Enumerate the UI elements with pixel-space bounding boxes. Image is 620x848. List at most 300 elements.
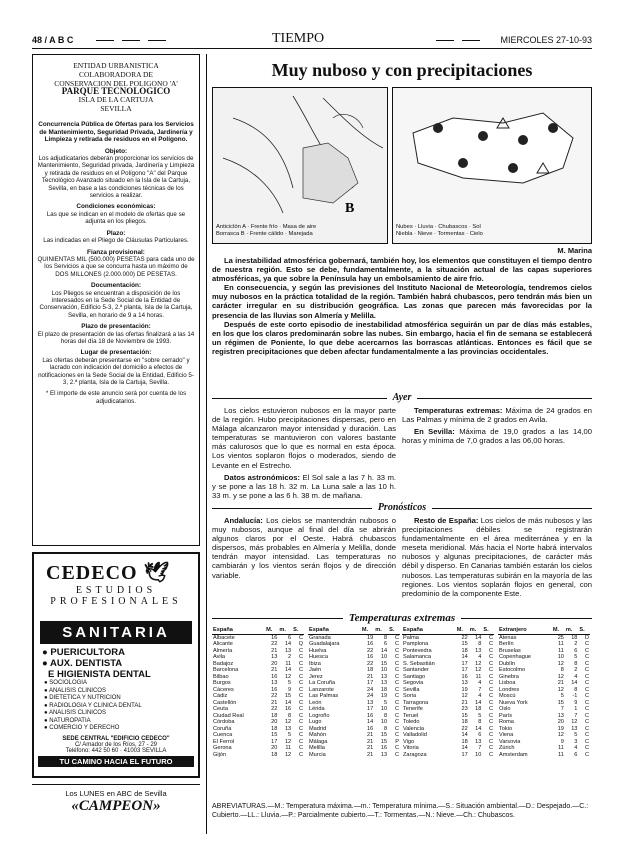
city-name: Guadalajara xyxy=(309,641,340,647)
city-name: Jerez xyxy=(309,673,323,680)
temp-value: 21 xyxy=(367,738,374,745)
city-name: París xyxy=(499,712,513,719)
map1-legend: Anticiclón A · Frente frío · Masa de aire Borrasca B · Frente cálido · Marejada xyxy=(216,224,317,237)
temp-value: C xyxy=(394,751,399,758)
temp-value: C xyxy=(394,699,399,706)
temp-value: 12 xyxy=(475,660,482,667)
bird-icon: 🕊 xyxy=(143,562,170,584)
city-name: Jaén xyxy=(309,667,322,673)
temp-value: 4 xyxy=(478,680,482,686)
temp-value: 12 xyxy=(284,738,292,745)
temp-value: 13 xyxy=(475,738,482,745)
cedeco-phone: Teléfono: 442 50 60 · 41003 SEVILLA xyxy=(65,747,167,754)
temp-value: 14 xyxy=(284,641,292,647)
city-name: Lanzarote xyxy=(309,686,334,693)
city-name: Vigo xyxy=(403,738,415,745)
temp-value: 14 xyxy=(461,745,468,751)
temp-value: 18 xyxy=(461,719,468,725)
temps-col-header: m. xyxy=(565,627,579,634)
city-name: Berlín xyxy=(499,641,514,647)
temp-value: 12 xyxy=(557,686,564,693)
city-name: Cuenca xyxy=(213,732,233,738)
pron-col-right xyxy=(402,516,592,598)
temp-value: 5 xyxy=(574,732,578,738)
article-p2: En consecuencia, y según las previsiones del Instituto Nacional de Meteorología, tendremos cielos muy nubosos en la práctica totalidad de la región. También habrá chubascos, pero tendrán más bien un carácter irregular en su distribución geográfica. Las zonas que parecen más favorecidas por la presencia de las lluvias son Almería y Melilla. xyxy=(212,283,592,320)
cedeco-address: C/ Amador de los Ríos, 27 - 29 xyxy=(74,741,158,748)
ayer-col-right xyxy=(402,406,592,445)
temp-value: 3 xyxy=(574,738,578,745)
temp-value: 15 xyxy=(380,660,388,667)
temp-value: C xyxy=(488,647,493,654)
ad-text-fianza: QUINIENTAS MIL (500.000) PESETAS para cada uno de los Servicios a que se concurra hasta un máximo de DOS MILLONES (2.000.000) DE PESETAS. xyxy=(37,255,195,278)
temp-value: C xyxy=(394,660,399,667)
temp-value: 21 xyxy=(367,751,374,758)
abbreviations: ABREVIATURAS.—M.: Temperatura máxima.—m.: Temperatura mínima.—S.: Situación ambiental.—D.: Despejado.—C.: Cubierto.—LL.: Lluvia.—P.: Parcialmente cubierto.—T.: Tormentas.—N.: Nieve.—Ch.: Chubascos. xyxy=(212,803,589,819)
city-name: Palma xyxy=(403,634,419,641)
city-name: Atenas xyxy=(499,634,517,641)
temp-value: 9 xyxy=(574,699,578,706)
temp-value: 9 xyxy=(560,738,564,745)
temp-value: C xyxy=(298,647,303,654)
ayer-heading xyxy=(212,392,592,404)
ad-park-name: PARQUE TECNOLOGICO xyxy=(61,86,171,96)
cedeco-small-3: ● DIETETICA Y NUTRICION xyxy=(44,695,121,701)
temp-value: C xyxy=(584,706,589,712)
city-name: Pontevedra xyxy=(403,647,432,654)
temp-value: 10 xyxy=(557,654,564,660)
temp-value: 5 xyxy=(288,732,292,738)
city-name: Salamanca xyxy=(403,654,431,660)
ad-heading-plazo: Plazo: xyxy=(106,229,126,237)
city-name: Cáceres xyxy=(213,686,234,693)
legend-lluvia: Lluvia xyxy=(417,224,434,230)
temp-value: C xyxy=(298,732,303,738)
city-name: Avila xyxy=(213,654,226,660)
temp-value: C xyxy=(488,751,493,758)
temp-value: C xyxy=(394,693,399,699)
temps-col-header: España xyxy=(402,627,456,634)
ad-heading-pres: Plazo de presentación: xyxy=(81,323,151,331)
temp-value: C xyxy=(394,647,399,654)
temp-value: 10 xyxy=(380,667,388,673)
page-date: MIERCOLES 27-10-93 xyxy=(500,35,592,45)
temp-value: C xyxy=(488,706,493,712)
cedeco-logo xyxy=(34,554,198,585)
page-number: 48 / A B C xyxy=(32,35,74,45)
temp-value: 22 xyxy=(367,647,374,654)
temp-value: 17 xyxy=(367,706,374,712)
cedeco-brand: CEDECO xyxy=(46,562,138,584)
city-name: Málaga xyxy=(309,738,328,745)
temps-table-1 xyxy=(212,627,304,758)
city-name: Tarragona xyxy=(403,699,429,706)
temp-value: 21 xyxy=(367,673,374,680)
temp-value: 17 xyxy=(461,660,468,667)
temp-value: C xyxy=(298,699,303,706)
ad-text-pres: El plazo de presentación de las ofertas finalizará a las 14 horas del día 18 de Noviembre de 1993. xyxy=(37,330,195,345)
city-name: Oslo xyxy=(499,706,511,712)
temp-value: 16 xyxy=(284,706,292,712)
page-header xyxy=(32,33,592,47)
temp-value: C xyxy=(394,634,399,641)
temp-value: 11 xyxy=(285,745,292,751)
legend-cielo: Cielo xyxy=(469,231,483,237)
legend-nubes: Nubes xyxy=(396,224,413,230)
city-name: Dublín xyxy=(499,660,516,667)
temp-value: C xyxy=(394,706,399,712)
temp-value: 13 xyxy=(284,647,292,654)
temp-value: C xyxy=(394,641,399,647)
legend-chubascos: Chubascos xyxy=(438,224,468,230)
city-name: Mahón xyxy=(309,732,327,738)
campeon-advertisement xyxy=(32,784,200,832)
temp-value: 7 xyxy=(574,712,578,719)
temp-value: 14 xyxy=(461,732,468,738)
temp-value: 22 xyxy=(367,660,374,667)
temp-value: 21 xyxy=(461,699,468,706)
city-name: Segovia xyxy=(403,680,424,686)
table-row xyxy=(308,634,400,641)
cedeco-small-4: ● RADIOLOGIA Y CLINICA DENTAL xyxy=(44,702,142,709)
temp-value: 20 xyxy=(271,660,278,667)
temps-table-area xyxy=(212,627,592,799)
ad-heading-cond: Condiciones económicas: xyxy=(76,203,156,211)
city-name: Huelva xyxy=(309,647,327,654)
ad-place-2: SEVILLA xyxy=(100,104,132,114)
temp-value: 20 xyxy=(557,719,564,725)
temp-value: 24 xyxy=(367,693,374,699)
article-p1: La inestabilidad atmosférica gobernará, también hoy, los elementos que constituyen el tiempo dentro de nuestra región. Esto se debe, fundamentalmente, a la situación actual de las capas superiores atmosféricas, ya que sobre la Península hay un embolsamiento de aire frío. xyxy=(212,256,592,284)
city-name: El Ferrol xyxy=(213,738,235,745)
column-divider xyxy=(206,54,207,834)
temps-col-header: S. xyxy=(578,627,590,634)
city-name: Gijón xyxy=(213,751,227,758)
temp-value: 12 xyxy=(557,732,564,738)
andalucia-text: Los cielos se mantendrán nubosos o muy nubosos, aunque al final del día se abrirán algunos claros por el Oeste. Habrá chubascos dispersos, más probables en Almería y Melilla, donde tendrán mayor intensidad. Las temperaturas no cambiarán y los vientos serán flojos y de dirección variable. xyxy=(212,516,396,580)
temp-value: 12 xyxy=(571,719,578,725)
temp-value: C xyxy=(298,738,303,745)
temp-value: 6 xyxy=(574,647,578,654)
temp-value: D xyxy=(584,634,589,641)
temps-col-header: M. xyxy=(552,627,565,634)
temp-value: 16 xyxy=(367,725,374,732)
pron-col-left xyxy=(212,516,396,580)
temp-value: C xyxy=(584,725,589,732)
temp-value: C xyxy=(488,667,493,673)
andalucia-map-graphic xyxy=(393,88,591,218)
temp-value: 13 xyxy=(380,673,388,680)
temp-value: 12 xyxy=(284,719,292,725)
temp-value: C xyxy=(488,686,493,693)
temp-value: C xyxy=(584,667,589,673)
temp-value: 8 xyxy=(478,719,482,725)
temp-value: 15 xyxy=(284,693,292,699)
temp-value: C xyxy=(584,686,589,693)
temp-value: 9 xyxy=(288,686,292,693)
temp-value: 16 xyxy=(271,686,278,693)
pron-heading-text: Pronósticos xyxy=(372,502,432,513)
city-name: Murcia xyxy=(309,751,326,758)
temp-value: 18 xyxy=(271,751,278,758)
city-name: Burgos xyxy=(213,680,231,686)
ad-heading-objeto: Objeto: xyxy=(104,147,128,155)
city-name: Amsterdam xyxy=(499,751,528,758)
city-name: Santiago xyxy=(403,673,426,680)
temp-value: 8 xyxy=(383,725,388,732)
temp-value: 15 xyxy=(461,712,468,719)
city-name: Gerona xyxy=(213,745,232,751)
temp-value: 8 xyxy=(560,667,564,673)
temp-value: 6 xyxy=(574,751,578,758)
city-name: Córdoba xyxy=(213,719,235,725)
temp-value: 13 xyxy=(475,647,482,654)
temp-value: -1 xyxy=(572,693,578,699)
city-name: Varsovia xyxy=(499,738,521,745)
temp-value: 14 xyxy=(571,680,578,686)
temp-value: C xyxy=(394,673,399,680)
temp-value: C xyxy=(394,712,399,719)
temp-value: 14 xyxy=(284,699,292,706)
city-name: Soria xyxy=(403,693,417,699)
temp-value: 13 xyxy=(461,680,468,686)
city-name: Lugo xyxy=(309,719,322,725)
temp-value: 14 xyxy=(475,725,482,732)
temp-value: 6 xyxy=(288,634,292,641)
temp-value: C xyxy=(298,654,303,660)
espana-label: Resto de España: xyxy=(414,516,479,525)
ad-text-plazo: Las indicadas en el Pliego de Cláusulas Particulares. xyxy=(43,237,189,245)
city-name: Londres xyxy=(499,686,520,693)
temp-value: 17 xyxy=(461,751,468,758)
espana-text: Los cielos de más nubosos y las precipitaciones débiles se registrarán fundamentalmente en el área mediterránea y en la meseta meridional. Más hacia el Norte habrá intervalos nubosos y algunas precipitaciones, de carácter más débil y disperso. En Canarias también estarán los cielos nubosos. Las temperaturas subirán en la mayoría de las regiones. Los vientos soplarán flojos en general, con predominio de la componente Este. xyxy=(402,516,592,598)
ad-heading-doc: Documentación: xyxy=(90,282,142,290)
temp-value: C xyxy=(298,693,303,699)
temp-value: 24 xyxy=(367,686,374,693)
cedeco-small-7: ● COMERCIO Y DERECHO xyxy=(44,725,120,731)
legend-frente-calido: Frente cálido xyxy=(249,231,284,237)
legend-masa-aire: Masa de aire xyxy=(282,224,317,230)
temp-value: 2 xyxy=(574,667,578,673)
city-name: Granada xyxy=(309,634,331,641)
temp-value: C xyxy=(298,719,303,725)
ad-heading-lugar: Lugar de presentación: xyxy=(80,349,152,357)
temp-value: 18 xyxy=(367,667,374,673)
city-name: Tokio xyxy=(499,725,513,732)
temp-value: C xyxy=(584,738,589,745)
cedeco-small-6: ● NATUROPATIA xyxy=(44,717,91,724)
temp-value: 22 xyxy=(271,706,278,712)
sevilla-text: Máxima de 19,0 grados a las 14,00 horas y mínima de 7,0 grados a las 06,00 horas. xyxy=(402,427,592,446)
city-name: Tenerife xyxy=(403,706,423,712)
temp-value: 16 xyxy=(461,673,468,680)
article-lede xyxy=(212,256,592,356)
temp-value: C xyxy=(584,673,589,680)
city-name: Cádiz xyxy=(213,693,228,699)
table-row xyxy=(402,752,494,759)
temp-value: 8 xyxy=(478,641,482,647)
ad-entity-line-3: CONSERVACION DEL POLIGONO 'A' xyxy=(54,79,178,88)
table-row xyxy=(498,634,590,641)
temps-col-header: Extranjero xyxy=(498,627,552,634)
temp-value: 12 xyxy=(557,660,564,667)
temp-value: 13 xyxy=(271,680,278,686)
temp-value: 12 xyxy=(475,667,482,673)
city-name: Viena xyxy=(499,732,514,738)
temps-heading-text: Temperaturas extremas xyxy=(343,612,461,624)
campeon-line: Los LUNES en ABC de Sevilla xyxy=(65,789,167,798)
temp-value: C xyxy=(488,738,493,745)
campeon-brand: «CAMPEON» xyxy=(71,798,161,814)
temps-col-header: M. xyxy=(361,627,374,634)
temp-value: 14 xyxy=(475,699,482,706)
legend-tormentas: Tormentas xyxy=(437,231,465,237)
temp-value: 17 xyxy=(271,738,278,745)
astro-label: Datos astronómicos: xyxy=(224,472,300,482)
temp-value: C xyxy=(298,660,303,667)
temp-value: 21 xyxy=(271,699,278,706)
temp-value: 21 xyxy=(271,647,278,654)
table-row xyxy=(402,634,494,641)
temp-value: 18 xyxy=(461,647,468,654)
temps-col-header: M. xyxy=(265,627,278,634)
temp-value: 16 xyxy=(367,712,374,719)
temps-table-3 xyxy=(402,627,494,758)
temp-value: 13 xyxy=(557,712,564,719)
temp-value: C xyxy=(584,654,589,660)
temp-value: 22 xyxy=(461,634,468,641)
city-name: Ciudad Real xyxy=(213,712,244,719)
andalucia-label: Andalucía: xyxy=(224,516,263,525)
city-name: Las Palmas xyxy=(309,693,339,699)
isobar-map xyxy=(212,87,388,244)
temps-col-header: M. xyxy=(456,627,469,634)
svg-text:B: B xyxy=(345,201,355,216)
temp-value: 25 xyxy=(557,634,564,641)
temp-value: C xyxy=(394,725,399,732)
temp-value: C xyxy=(488,634,493,641)
temps-col-header: m. xyxy=(469,627,483,634)
temp-value: C xyxy=(394,686,399,693)
city-name: Santander xyxy=(403,667,429,673)
ayer-heading-text: Ayer xyxy=(387,392,418,403)
temp-value: 21 xyxy=(271,667,278,673)
temp-value: 20 xyxy=(271,745,278,751)
temp-value: C xyxy=(584,732,589,738)
table-row xyxy=(308,752,400,759)
city-name: León xyxy=(309,699,322,706)
article-title: Muy nuboso y con precipitaciones xyxy=(271,60,533,80)
temp-value: 15 xyxy=(380,732,388,738)
temp-value: C xyxy=(298,706,303,712)
city-name: La Coruña xyxy=(309,680,336,686)
temp-value: C xyxy=(584,699,589,706)
temp-value: C xyxy=(488,693,493,699)
temp-value: 11 xyxy=(475,673,482,680)
temp-value: C xyxy=(488,680,493,686)
temps-col-header: España xyxy=(308,627,361,634)
temp-value: 23 xyxy=(461,706,468,712)
temp-value: C xyxy=(488,745,493,751)
temp-value: 10 xyxy=(380,654,388,660)
ayer-text: Los cielos estuvieron nubosos en la mayor parte de la región. Hubo precipitaciones dispersas, pero en Málaga alcanzaron mayor intensidad y duración. Las temperaturas se mantuvieron con valores bastante más calurosos que lo que es normal en esta época. Los vientos soplaron flojos o moderados, siendo de Levante en el Estrecho. xyxy=(212,406,396,470)
temp-value: 13 xyxy=(367,699,374,706)
temp-value: C xyxy=(488,660,493,667)
temp-value: 21 xyxy=(367,745,374,751)
city-name: Ceuta xyxy=(213,706,228,712)
legend-sol: Sol xyxy=(472,224,481,230)
cedeco-slogan: TU CAMINO HACIA EL FUTURO xyxy=(38,756,194,767)
temp-value: 7 xyxy=(478,686,482,693)
city-name: Barcelona xyxy=(213,667,239,673)
map2-legend: Nubes · Lluvia · Chubascos · Sol Niebla · Nieve · Tormentas · Cielo xyxy=(396,224,483,237)
city-name: Nueva York xyxy=(499,699,528,706)
temp-value: Q xyxy=(298,641,303,647)
city-name: Lérida xyxy=(309,706,325,712)
ad-heading-fianza: Fianza provisional: xyxy=(87,248,145,256)
city-name: Bruselas xyxy=(499,647,521,654)
temp-value: 16 xyxy=(367,654,374,660)
temps-col-header: S. xyxy=(482,627,494,634)
temp-value: C xyxy=(298,725,303,732)
temp-value: 4 xyxy=(478,654,482,660)
temp-value: 14 xyxy=(367,719,374,725)
temp-value: C xyxy=(394,732,399,738)
temp-value: 11 xyxy=(285,660,292,667)
cedeco-banner: SANITARIA xyxy=(40,621,192,644)
temp-value: 12 xyxy=(557,673,564,680)
temp-value: 13 xyxy=(271,654,278,660)
city-name: Albacete xyxy=(213,634,235,641)
temp-value: 8 xyxy=(383,634,388,641)
legend-nieve: Nieve xyxy=(417,231,433,237)
legend-borrasca: Borrasca B xyxy=(216,231,245,237)
temp-value: 13 xyxy=(380,680,388,686)
temp-value: 19 xyxy=(461,686,468,693)
cedeco-item-2: ● AUX. DENTISTA xyxy=(42,658,123,669)
legend-niebla: Niebla xyxy=(396,231,413,237)
temp-value: C xyxy=(488,699,493,706)
temp-value: 11 xyxy=(558,641,564,647)
temp-value: 10 xyxy=(475,751,482,758)
city-name: S. Sebastián xyxy=(403,660,435,667)
table-row xyxy=(212,634,304,641)
city-name: Coruña xyxy=(213,725,232,732)
temp-value: 12 xyxy=(284,751,292,758)
temp-value: C xyxy=(488,654,493,660)
ad-text-cond: Las que se indican en el modelo de ofertas que se adjunta en los pliegos. xyxy=(46,210,186,226)
city-name: Zúrich xyxy=(499,745,515,751)
city-name: Lisboa xyxy=(499,680,516,686)
temp-value: 4 xyxy=(478,693,482,699)
ad-place-1: ISLA DE LA CARTUJA xyxy=(78,95,154,105)
temps-table-2 xyxy=(308,627,400,758)
temp-value: C xyxy=(584,745,589,751)
temp-value: 22 xyxy=(271,693,278,699)
temp-value: 4 xyxy=(574,673,578,680)
temp-value: C xyxy=(298,751,303,758)
city-name: Huesca xyxy=(309,654,328,660)
ayer-col-left xyxy=(212,406,396,500)
temp-value: 5 xyxy=(288,680,292,686)
temp-value: 16 xyxy=(380,745,388,751)
city-name: Bilbao xyxy=(213,673,229,680)
temp-value: 11 xyxy=(558,647,564,654)
sevilla-label: En Sevilla: xyxy=(414,427,455,437)
temp-value: 5 xyxy=(560,693,564,699)
city-name: Valladolid xyxy=(403,732,427,738)
city-name: Estocolmo xyxy=(499,667,526,673)
temps-col-header: m. xyxy=(278,627,292,634)
